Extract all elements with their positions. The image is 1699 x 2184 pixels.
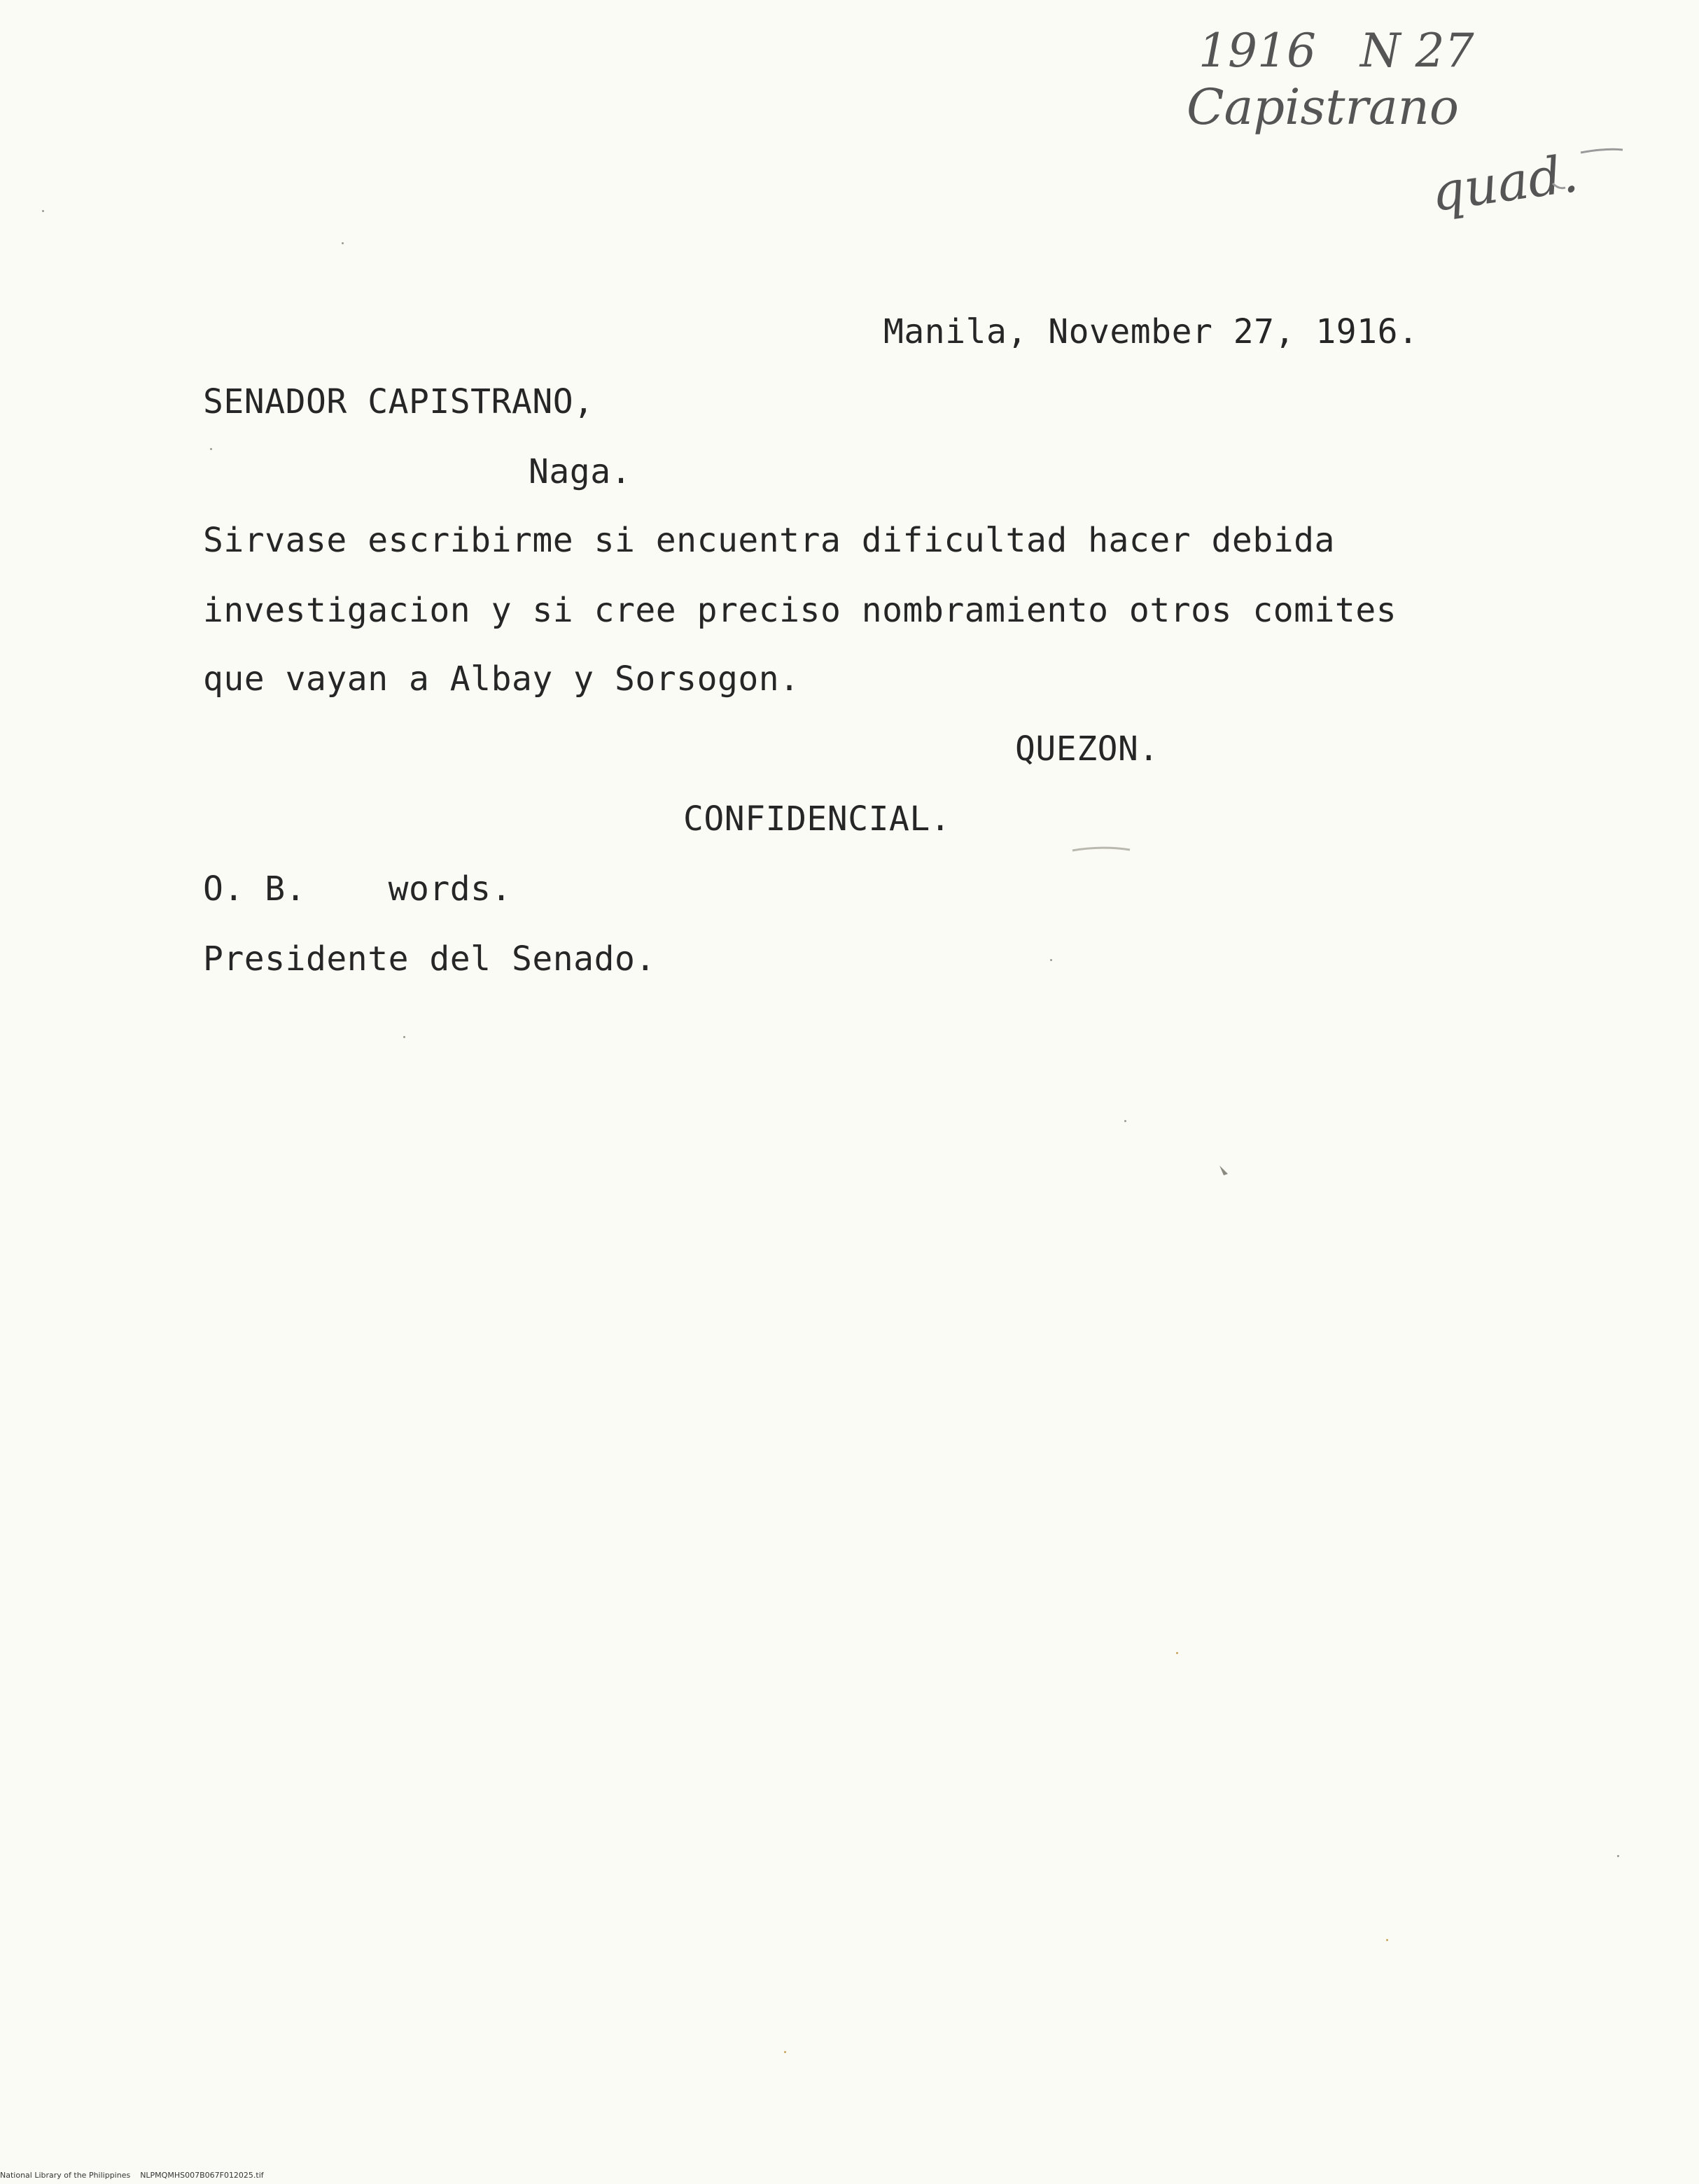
dateline: Manila, November 27, 1916. bbox=[883, 312, 1419, 351]
archive-footer: National Library of the Philippines NLPMQMHS007B067F012025.tif bbox=[0, 2171, 264, 2180]
paper-speck bbox=[1386, 1939, 1388, 1941]
paper-speck bbox=[784, 2051, 786, 2053]
addressee-location: Naga. bbox=[529, 452, 631, 491]
handwritten-name-annotation: Capistrano bbox=[1187, 78, 1459, 136]
paper-speck bbox=[1176, 1652, 1178, 1654]
paper-speck bbox=[342, 242, 344, 244]
handwritten-note-annotation: quad. bbox=[1427, 143, 1582, 224]
handwritten-date-annotation: 1916 N 27 bbox=[1198, 24, 1474, 78]
body-line: Sirvase escribirme si encuentra dificultad hacer debida bbox=[203, 521, 1335, 560]
signature: QUEZON. bbox=[1015, 729, 1159, 769]
paper-speck bbox=[1617, 1855, 1619, 1857]
body-line: que vayan a Albay y Sorsogon. bbox=[203, 659, 800, 699]
body-line: investigacion y si cree preciso nombramiento otros comites bbox=[203, 591, 1397, 630]
sender-title: Presidente del Senado. bbox=[203, 939, 656, 979]
classification-label: CONFIDENCIAL. bbox=[683, 799, 951, 839]
paper-speck bbox=[403, 1036, 405, 1038]
billing-line: O. B. words. bbox=[203, 869, 512, 909]
paper-speck bbox=[42, 210, 44, 212]
addressee: SENADOR CAPISTRANO, bbox=[203, 382, 594, 421]
paper-speck bbox=[1124, 1120, 1126, 1122]
paper-speck bbox=[1050, 959, 1052, 961]
paper-speck bbox=[210, 448, 212, 450]
